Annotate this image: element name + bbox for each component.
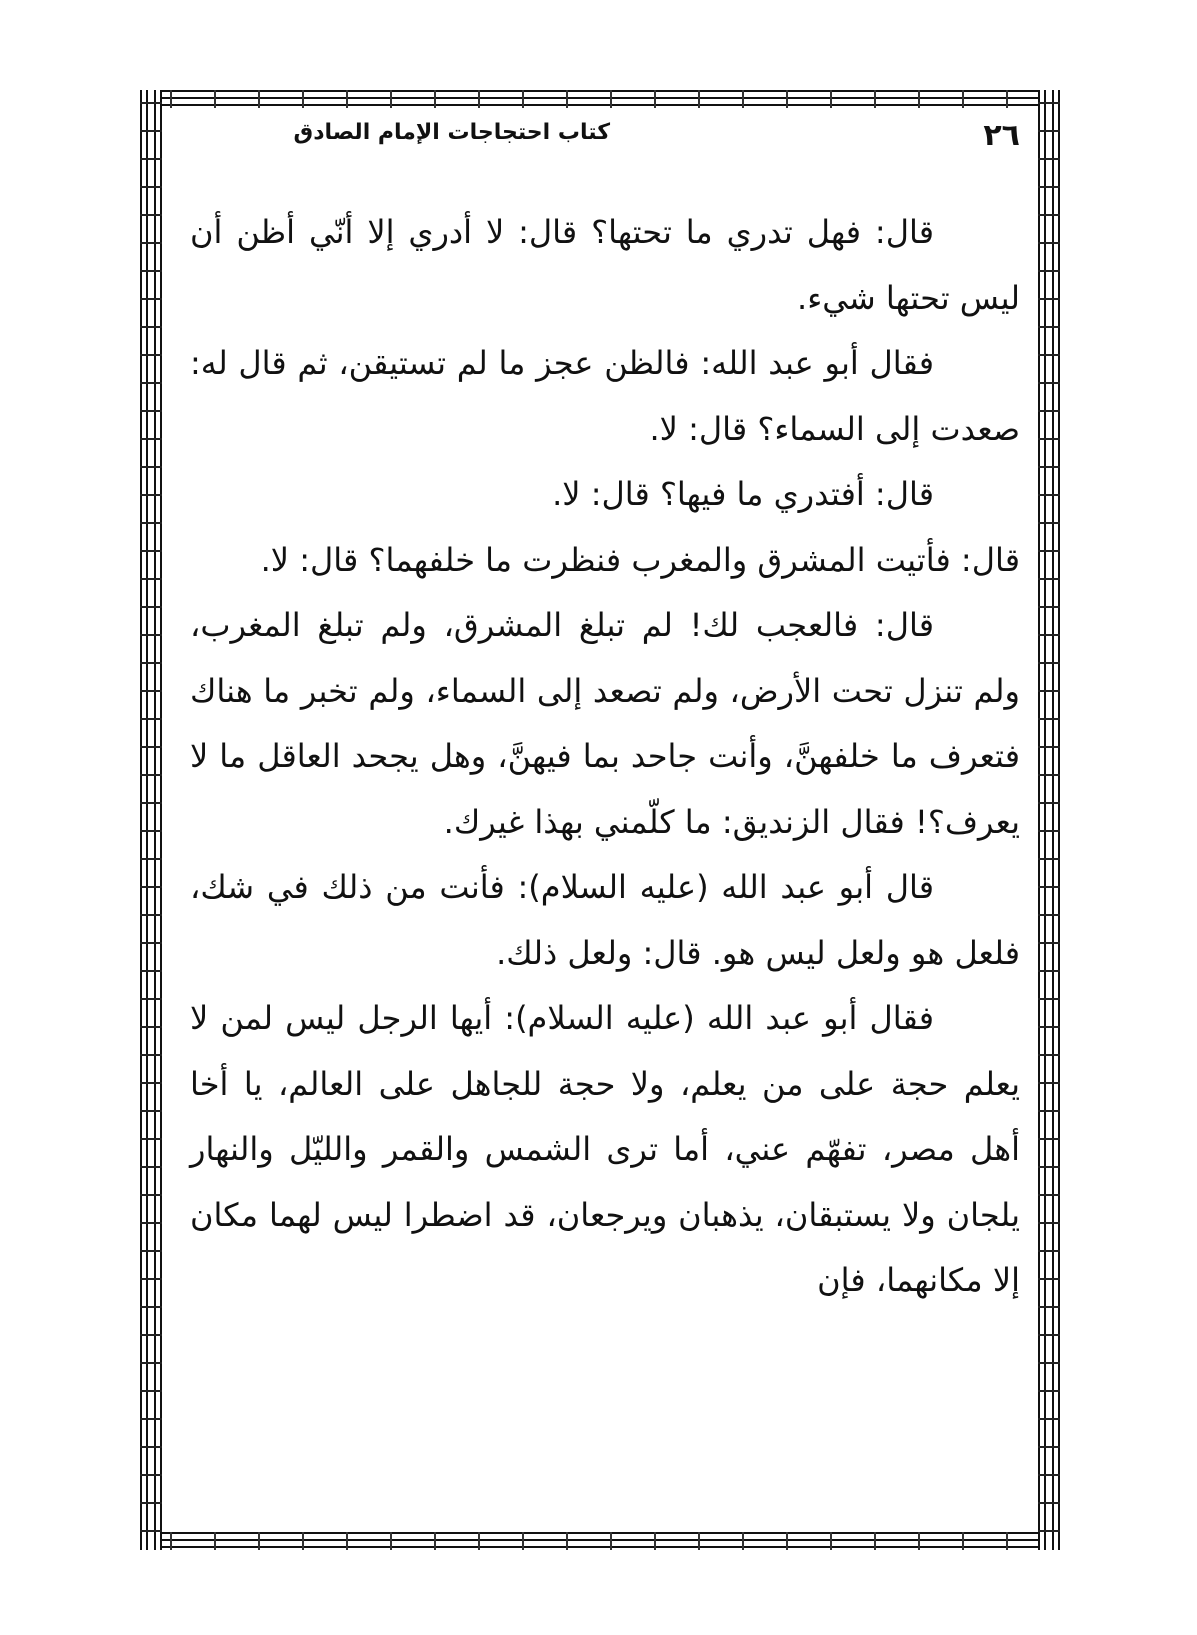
paragraph-3: قال: أفتدري ما فيها؟ قال: لا. <box>552 475 934 513</box>
page-body <box>190 200 1020 1314</box>
page-border-top <box>140 90 1060 108</box>
paragraph-2: فقال أبو عبد الله: فالظن عجز ما لم تستيقن، ثم قال له: صعدت إلى السماء؟ قال: لا. <box>190 344 1020 448</box>
paragraph-1: قال: فهل تدري ما تحتها؟ قال: لا أدري إلا أنّي أظن أن ليس تحتها شيء. <box>190 213 1020 317</box>
page-border-left <box>140 90 162 1550</box>
paragraph-4: قال: فأتيت المشرق والمغرب فنظرت ما خلفهما؟ قال: لا. <box>260 540 1020 579</box>
paragraph-5: قال: فالعجب لك! لم تبلغ المشرق، ولم تبلغ المغرب، ولم تنزل تحت الأرض، ولم تصعد إلى السماء، ولم تخبر ما هناك فتعرف ما خلفهنَّ، وأنت جاحد بما فيهنَّ، وهل يجحد العاقل ما لا يعرف؟! فقال الزنديق: ما كلّمني بهذا غيرك. <box>190 606 1020 841</box>
page-border-bottom <box>140 1532 1060 1550</box>
running-head-book-title: كتاب احتجاجات الإمام الصادق <box>293 120 610 145</box>
paragraph-7: فقال أبو عبد الله (عليه السلام): أيها الرجل ليس لمن لا يعلم حجة على من يعلم، ولا حجة للجاهل على العالم، يا أخا أهل مصر، تفهّم عني، أما ترى الشمس والقمر والليّل والنهار يلجان ولا يستبقان، يذهبان ويرجعان، قد اضطرا ليس لهما مكان إلا مكانهما، فإن <box>190 999 1020 1299</box>
paragraph-6: قال أبو عبد الله (عليه السلام): فأنت من ذلك في شك، فلعل هو ولعل ليس هو. قال: ولعل ذلك. <box>190 868 1020 972</box>
page-number: ٢٦ <box>983 118 1020 153</box>
page-border-right <box>1038 90 1060 1550</box>
